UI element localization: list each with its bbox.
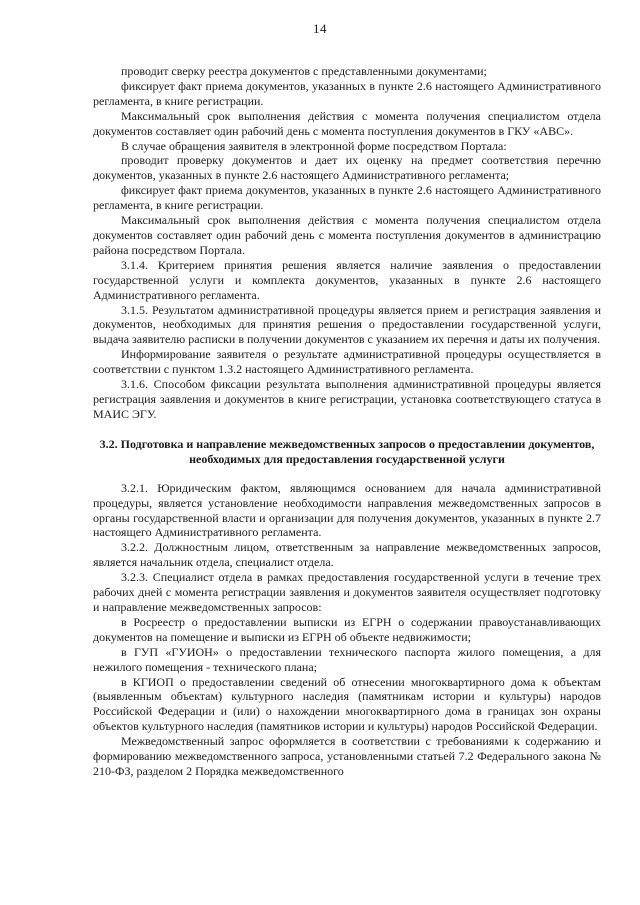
section-heading: 3.2. Подготовка и направление межведомственных запросов о предоставлении документов, необходимых для предоставления государственной услуги (99, 436, 595, 466)
paragraph: 3.2.1. Юридическим фактом, являющимся основанием для начала административной процедуры, является установление необходимости направления межведомственных запросов в органы государственной власти и организации для получения документов, указанных в пункте 2.7 настоящего Административного регламента. (93, 480, 601, 540)
document-body (93, 64, 601, 779)
paragraph: 3.1.4. Критерием принятия решения является наличие заявления о предоставлении государственной услуги и комплекта документов, указанных в пункте 2.6 настоящего Административного регламента. (93, 257, 601, 302)
paragraph: 3.1.5. Результатом административной процедуры является прием и регистрация заявления и документов, необходимых для принятия решения о предоставлении государственной услуги, выдача заявителю расписки в получении документов с указанием их перечня и даты их получения. (93, 302, 601, 347)
paragraph: в КГИОП о предоставлении сведений об отнесении многоквартирного дома к объектам (выявленным объектам) культурного наследия (памятникам истории и культуры) народов Российской Федерации и (или) о нахождении многоквартирного дома в границах зон охраны объектов культурного наследия (памятников истории и культуры) народов Российской Федерации. (93, 674, 601, 734)
paragraph: В случае обращения заявителя в электронной форме посредством Портала: (121, 138, 507, 153)
paragraph: 3.2.2. Должностным лицом, ответственным за направление межведомственных запросов, является начальник отдела, специалист отдела. (93, 540, 601, 570)
paragraph: в ГУП «ГУИОН» о предоставлении технического паспорта жилого помещения, а для нежилого помещения - технического плана; (93, 644, 601, 674)
paragraph: 3.2.3. Специалист отдела в рамках предоставления государственной услуги в течение трех рабочих дней с момента регистрации заявления и документов заявителя осуществляет подготовку и направление межведомственных запросов: (93, 570, 601, 614)
paragraph: фиксирует факт приема документов, указанных в пункте 2.6 настоящего Административного регламента, в книге регистрации. (93, 183, 601, 213)
paragraph: проводит проверку документов и дает их оценку на предмет соответствия перечню документов, указанных в пункте 2.6 настоящего Административного регламента; (93, 153, 601, 183)
paragraph: Информирование заявителя о результате административной процедуры осуществляется в соответствии с пунктом 1.3.2 настоящего Административного регламента. (93, 347, 601, 377)
page-number: 14 (313, 21, 327, 36)
paragraph: Максимальный срок выполнения действия с момента получения специалистом отдела документов составляет один рабочий день с момента поступления документов в ГКУ «АВС». (93, 108, 601, 138)
paragraph: 3.1.6. Способом фиксации результата выполнения административной процедуры является регистрация заявления и документов в книге регистрации, установка соответствующего статуса в МАИС ЭГУ. (93, 377, 601, 421)
paragraph: Максимальный срок выполнения действия с момента получения специалистом отдела документов составляет один рабочий день с момента поступления документов в администрацию района посредством Портала. (93, 213, 601, 257)
paragraph: проводит сверку реестра документов с представленными документами; (121, 64, 487, 78)
paragraph: в Росреестр о предоставлении выписки из ЕГРН о содержании правоустанавливающих документов на помещение и выписки из ЕГРН об объекте недвижимости; (93, 614, 601, 644)
paragraph: фиксирует факт приема документов, указанных в пункте 2.6 настоящего Административного регламента, в книге регистрации. (93, 78, 601, 108)
paragraph: Межведомственный запрос оформляется в соответствии с требованиями к содержанию и формированию межведомственного запроса, установленными статьей 7.2 Федерального закона № 210-ФЗ, разделом 2 Порядка межведомственного (93, 734, 601, 778)
